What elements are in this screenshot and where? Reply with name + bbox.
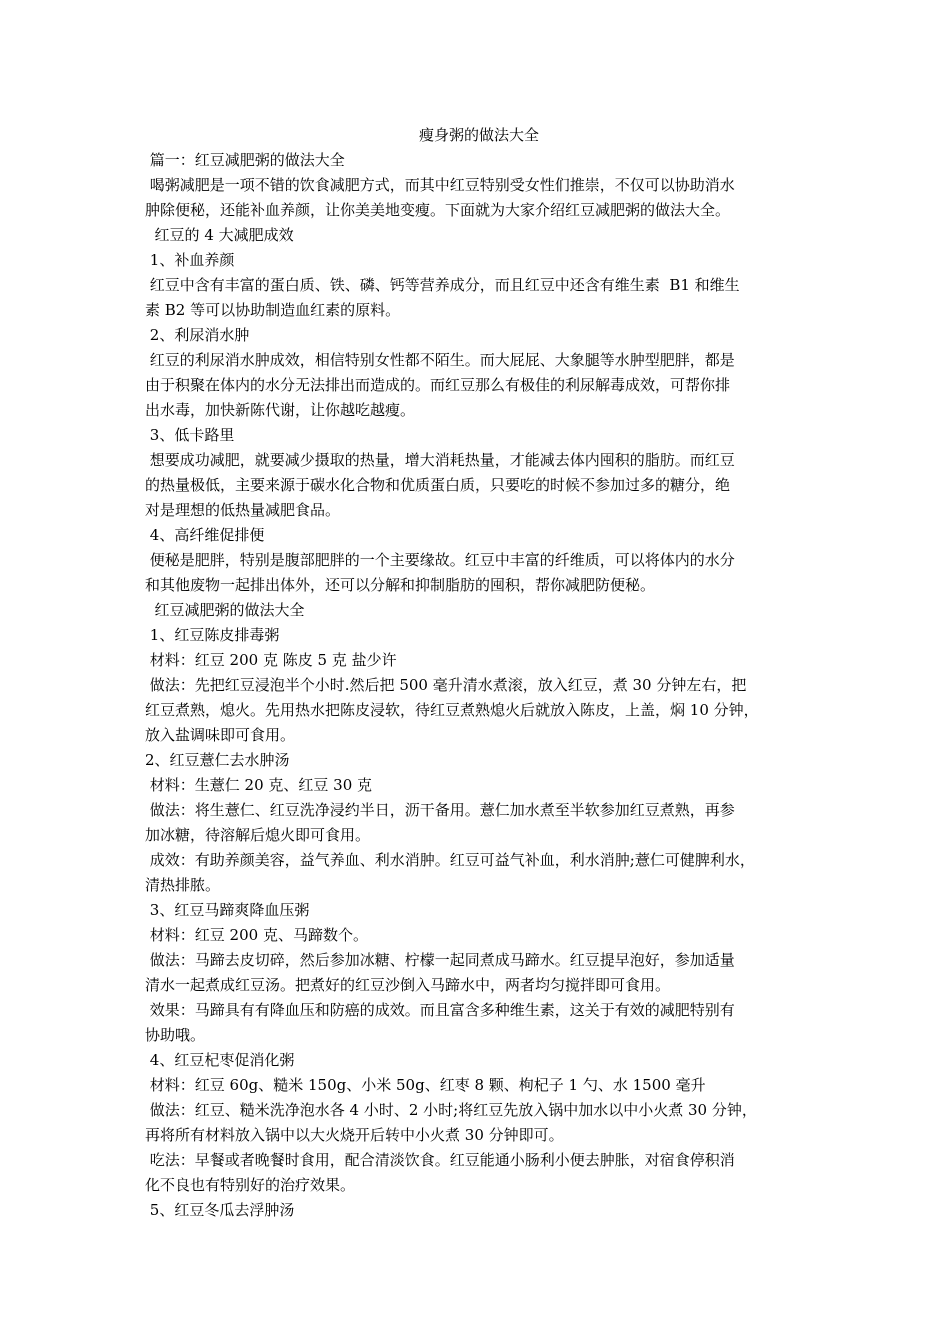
recipe-method: 做法：马蹄去皮切碎，然后参加冰糖、柠檬一起同煮成马蹄水。红豆提早泡好，参加适量 清水一起煮成红豆汤。把煮好的红豆沙倒入马蹄水中，两者均匀搅拌即可食用。 bbox=[145, 951, 735, 994]
recipe-ingredients: 材料：生薏仁 20 克、红豆 30 克 bbox=[145, 776, 373, 794]
recipe-heading: 5、红豆冬瓜去浮肿汤 bbox=[145, 1201, 295, 1219]
recipe-heading: 2、红豆薏仁去水肿汤 bbox=[145, 751, 290, 769]
subsection-heading: 红豆的 4 大减肥成效 bbox=[145, 226, 294, 244]
recipe-heading: 4、红豆杞枣促消化粥 bbox=[145, 1051, 295, 1069]
item-heading: 3、低卡路里 bbox=[145, 426, 235, 444]
recipe-method: 做法：将生薏仁、红豆洗净浸约半日，沥干备用。薏仁加水煮至半软参加红豆煮熟，再参 加冰糖，待溶解后熄火即可食用。 bbox=[145, 801, 735, 844]
intro-paragraph: 喝粥减肥是一项不错的饮食减肥方式，而其中红豆特别受女性们推崇，不仅可以协助消水 肿除便秘，还能补血养颜，让你美美地变瘦。下面就为大家介绍红豆减肥粥的做法大全。 bbox=[145, 176, 735, 219]
body-paragraph: 想要成功减肥，就要减少摄取的热量，增大消耗热量，才能减去体内囤积的脂肪。而红豆 的热量极低，主要来源于碳水化合物和优质蛋白质，只要吃的时候不参加过多的糖分，绝 对是理想的低热量减肥食品。 bbox=[145, 451, 735, 519]
recipe-method: 做法：先把红豆浸泡半个小时.然后把 500 毫升清水煮滚，放入红豆，煮 30 分钟左右，把 红豆煮熟，熄火。先用热水把陈皮浸软，待红豆煮熟熄火后就放入陈皮，上盖，焖 10 分钟， 放入盐调味即可食用。 bbox=[145, 676, 759, 744]
body-paragraph: 便秘是肥胖，特别是腹部肥胖的一个主要缘故。红豆中丰富的纤维质，可以将体内的水分 和其他废物一起排出体外，还可以分解和抑制脂肪的囤积，帮你减肥防便秘。 bbox=[145, 551, 735, 594]
recipe-method: 做法：红豆、糙米洗净泡水各 4 小时、2 小时;将红豆先放入锅中加水以中小火煮 30 分钟， 再将所有材料放入锅中以大火烧开后转中小火煮 30 分钟即可。 bbox=[145, 1101, 757, 1144]
recipe-heading: 3、红豆马蹄爽降血压粥 bbox=[145, 901, 310, 919]
recipe-usage: 吃法：早餐或者晚餐时食用，配合清淡饮食。红豆能通小肠利小便去肿胀，对宿食停积消 化不良也有特别好的治疗效果。 bbox=[145, 1151, 735, 1194]
recipe-effect: 成效：有助养颜美容，益气养血、利水消肿。红豆可益气补血，利水消肿;薏仁可健脾利水， 清热排脓。 bbox=[145, 851, 755, 894]
recipe-ingredients: 材料：红豆 60g、糙米 150g、小米 50g、红枣 8 颗、枸杞子 1 勺、水 1500 毫升 bbox=[145, 1076, 706, 1094]
section-heading: 篇一：红豆减肥粥的做法大全 bbox=[145, 151, 345, 169]
document-page bbox=[145, 122, 813, 1223]
item-heading: 4、高纤维促排便 bbox=[145, 526, 265, 544]
item-heading: 1、补血养颜 bbox=[145, 251, 235, 269]
subsection-heading: 红豆减肥粥的做法大全 bbox=[145, 601, 305, 619]
document-title: 瘦身粥的做法大全 bbox=[418, 126, 539, 144]
recipe-ingredients: 材料：红豆 200 克、马蹄数个。 bbox=[145, 926, 368, 944]
recipe-heading: 1、红豆陈皮排毒粥 bbox=[145, 626, 280, 644]
body-paragraph: 红豆中含有丰富的蛋白质、铁、磷、钙等营养成分，而且红豆中还含有维生素 B1 和维生 素 B2 等可以协助制造血红素的原料。 bbox=[145, 276, 740, 319]
body-paragraph: 红豆的利尿消水肿成效，相信特别女性都不陌生。而大屁屁、大象腿等水肿型肥胖，都是 由于积聚在体内的水分无法排出而造成的。而红豆那么有极佳的利尿解毒成效，可帮你排 出水毒，加快新陈代谢，让你越吃越瘦。 bbox=[145, 351, 735, 419]
recipe-ingredients: 材料：红豆 200 克 陈皮 5 克 盐少许 bbox=[145, 651, 397, 669]
item-heading: 2、利尿消水肿 bbox=[145, 326, 250, 344]
recipe-effect: 效果：马蹄具有有降血压和防癌的成效。而且富含多种维生素，这关于有效的减肥特别有 协助哦。 bbox=[145, 1001, 735, 1044]
